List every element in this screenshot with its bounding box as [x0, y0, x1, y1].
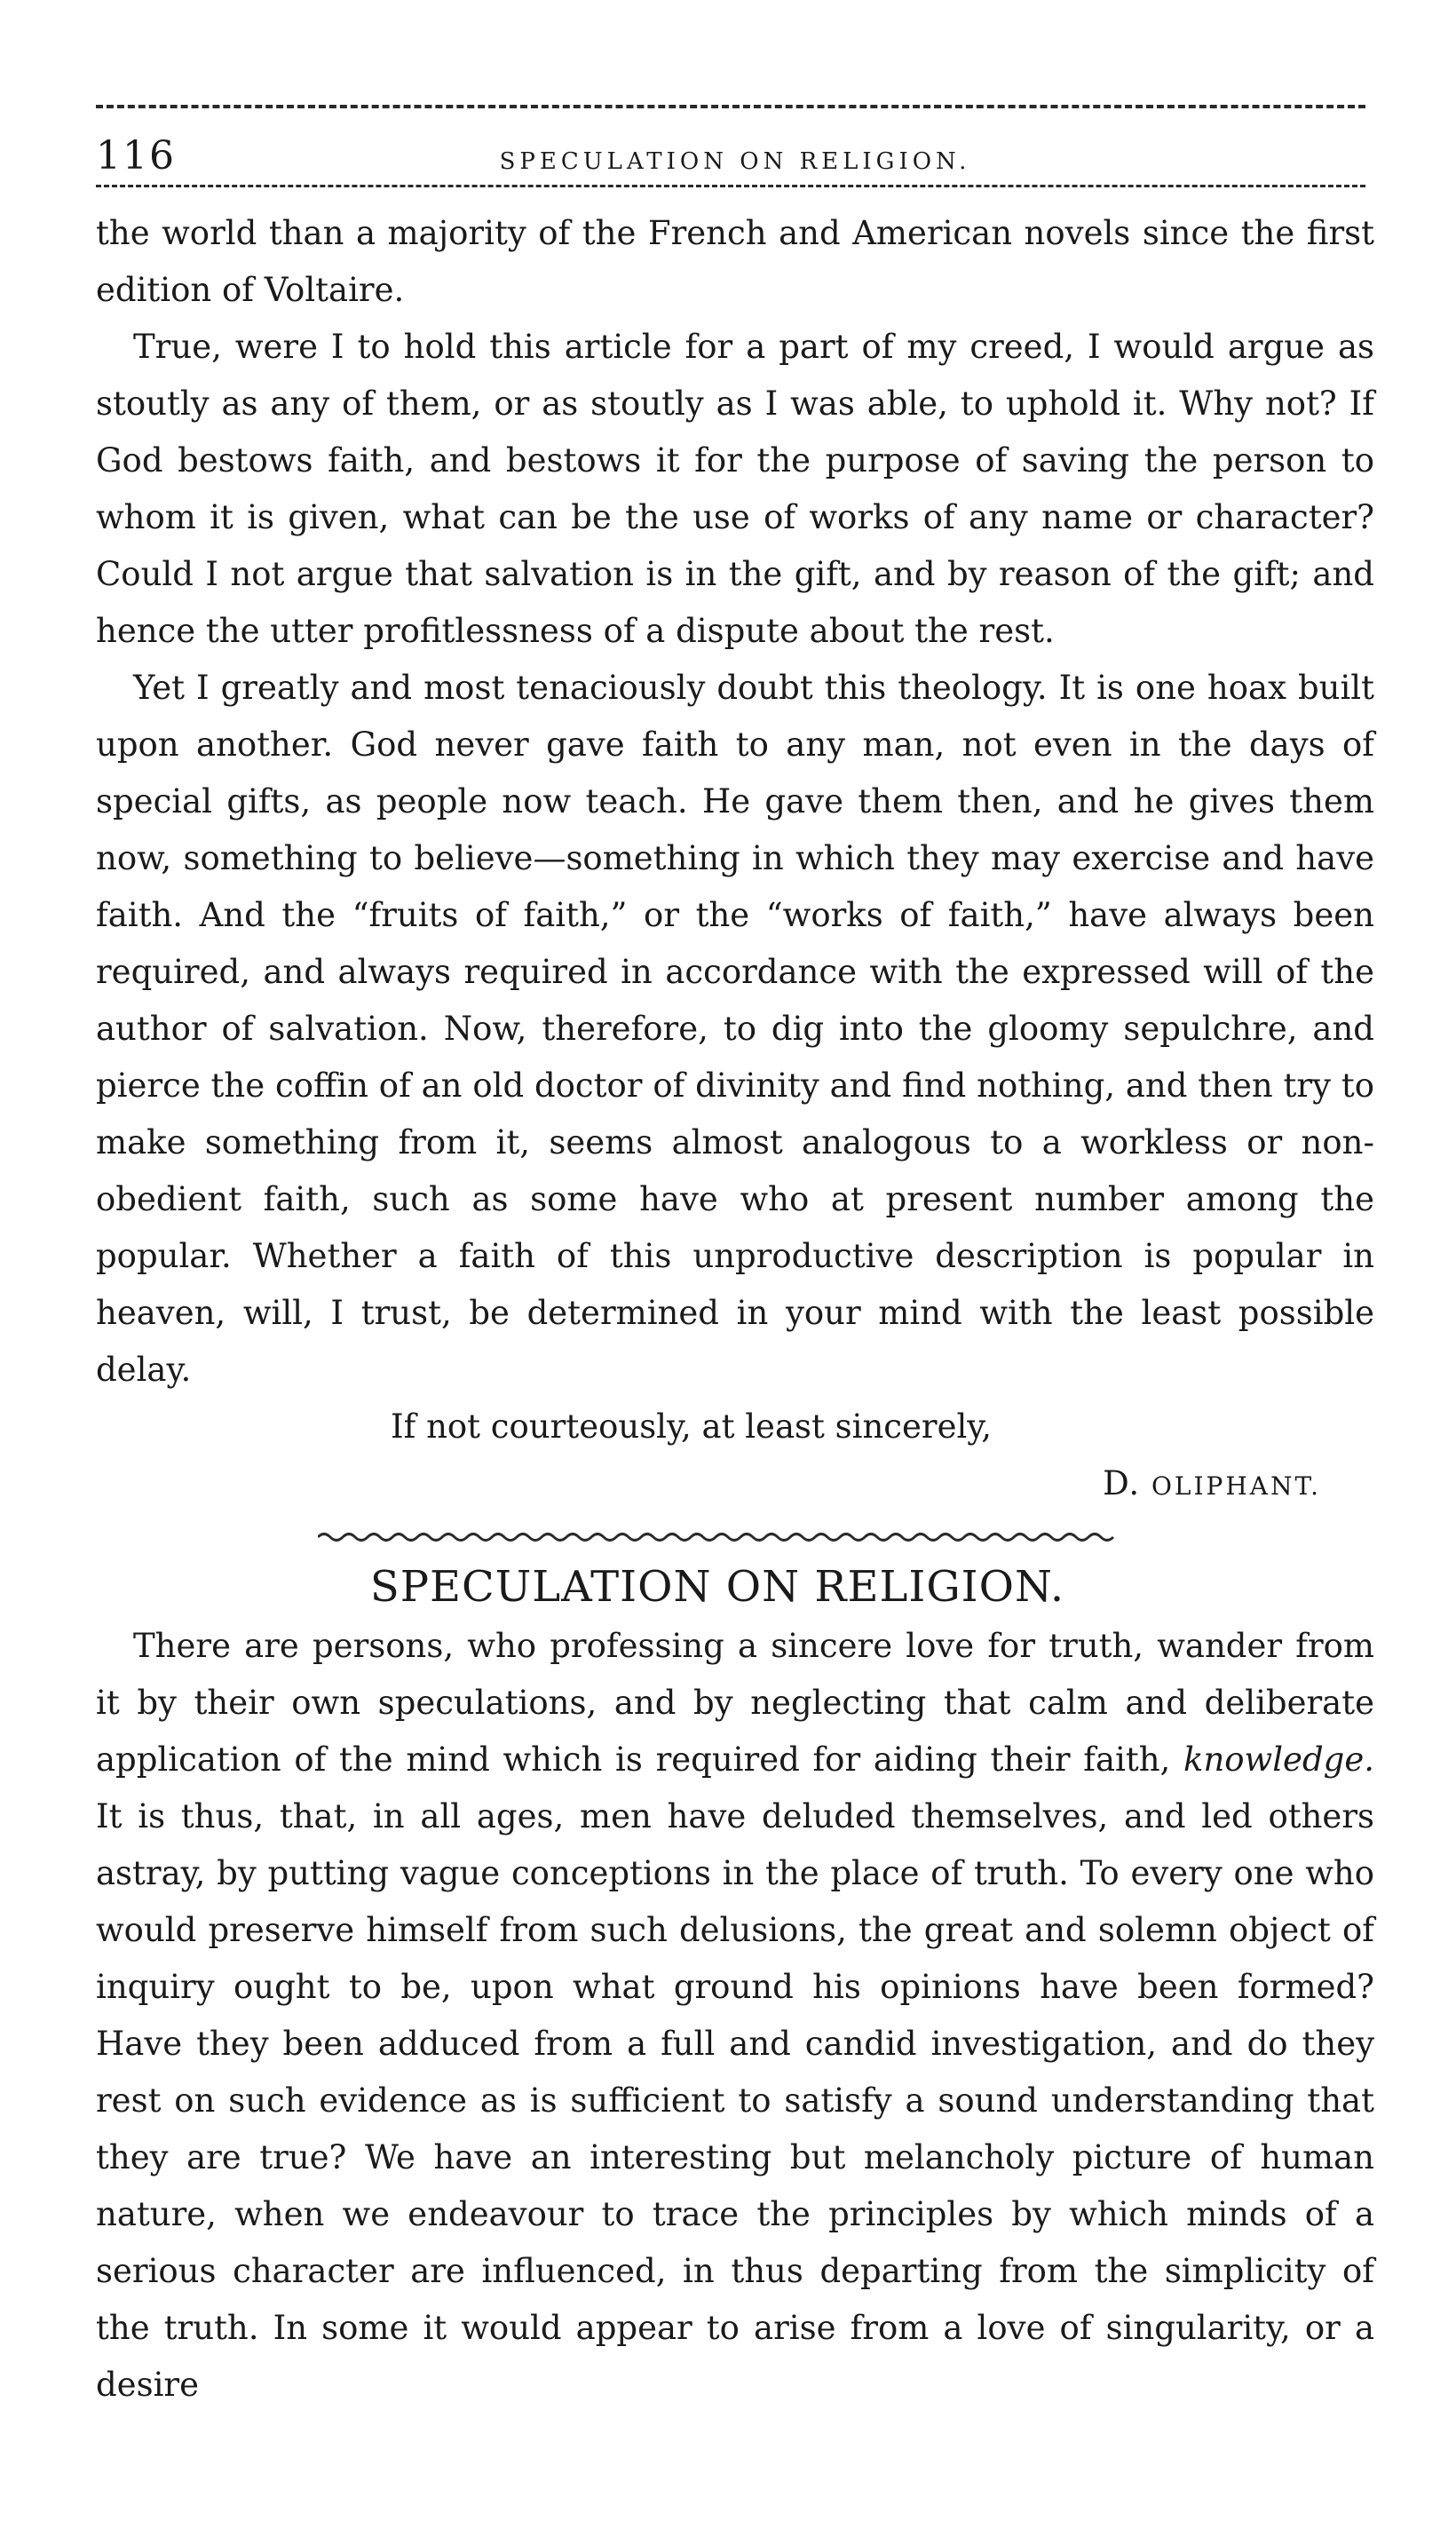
running-header [96, 133, 1374, 179]
document-page [96, 105, 1374, 2414]
letter-body [96, 205, 1374, 1399]
article-italic-word: knowledge. [1183, 1740, 1374, 1779]
article-text-start: There are persons, who professing a sincere love for truth, wander from it by their own speculations, and by neglecting that calm and deliberate application of the mind which is required for aiding their faith, [96, 1627, 1374, 1779]
letter-signature [96, 1455, 1374, 1515]
running-title: SPECULATION ON RELIGION. [499, 148, 971, 175]
article-title: SPECULATION ON RELIGION. [369, 1562, 1065, 1612]
article-body [96, 1618, 1374, 2414]
letter-closing: If not courteously, at least sincerely, [391, 1407, 993, 1446]
article-text-end: It is thus, that, in all ages, men have deluded themselves, and led others astray, by putting vague conceptions in the place of truth. To every one who would preserve himself from such delusions, the great and solemn object of inquiry ought to be, upon what ground his opinions have been formed? Have they been adduced from a full and candid investigation, and do they rest on such evidence as is sufficient to satisfy a sound understanding that they are true? We have an interesting but melancholy picture of human nature, when we endeavour to trace the principles by which minds of a serious character are influenced, in thus departing from the simplicity of the truth. In some it would appear to arise from a love of singularity, or a desire [96, 1797, 1374, 2404]
top-rule [96, 105, 1365, 108]
signature-initial: D. [1103, 1464, 1151, 1502]
page-number: 116 [96, 133, 176, 178]
header-rule [96, 185, 1365, 187]
article-paragraph-1 [96, 1618, 1374, 2414]
letter-paragraph-2: True, were I to hold this article for a part of my creed, I would argue as stoutly as any of them, or as stoutly as I was able, to uphold it. Why not? If God bestows faith, and bestows it for the purpose of saving the person to whom it is given, what can be the use of works of any name or character? Could I not argue that salvation is in the gift, and by reason of the gift; and hence the utter profitlessness of a dispute about the rest. [96, 328, 1374, 650]
letter-paragraph-3: Yet I greatly and most tenaciously doubt this theology. It is one hoax built upon another. God never gave faith to any man, not even in the days of special gifts, as people now teach. He gave them then, and he gives them now, something to believe—something in which they may exercise and have faith. And the “fruits of faith,” or the “works of faith,” have always been required, and always required in accordance with the expressed will of the author of salvation. Now, therefore, to dig into the gloomy sepulchre, and pierce the coffin of an old doctor of divinity and find nothing, and then try to make something from it, seems almost analogous to a workless or non-obedient faith, such as some have who at present number among the popular. Whether a faith of this unproductive description is popular in heaven, will, I trust, be determined in your mind with the least possible delay. [96, 669, 1374, 1389]
letter-paragraph-1: the world than a majority of the French and American novels since the first edition of Voltaire. [96, 214, 1374, 309]
ornamental-divider [318, 1529, 1117, 1545]
signature-name: OLIPHANT. [1151, 1471, 1321, 1501]
